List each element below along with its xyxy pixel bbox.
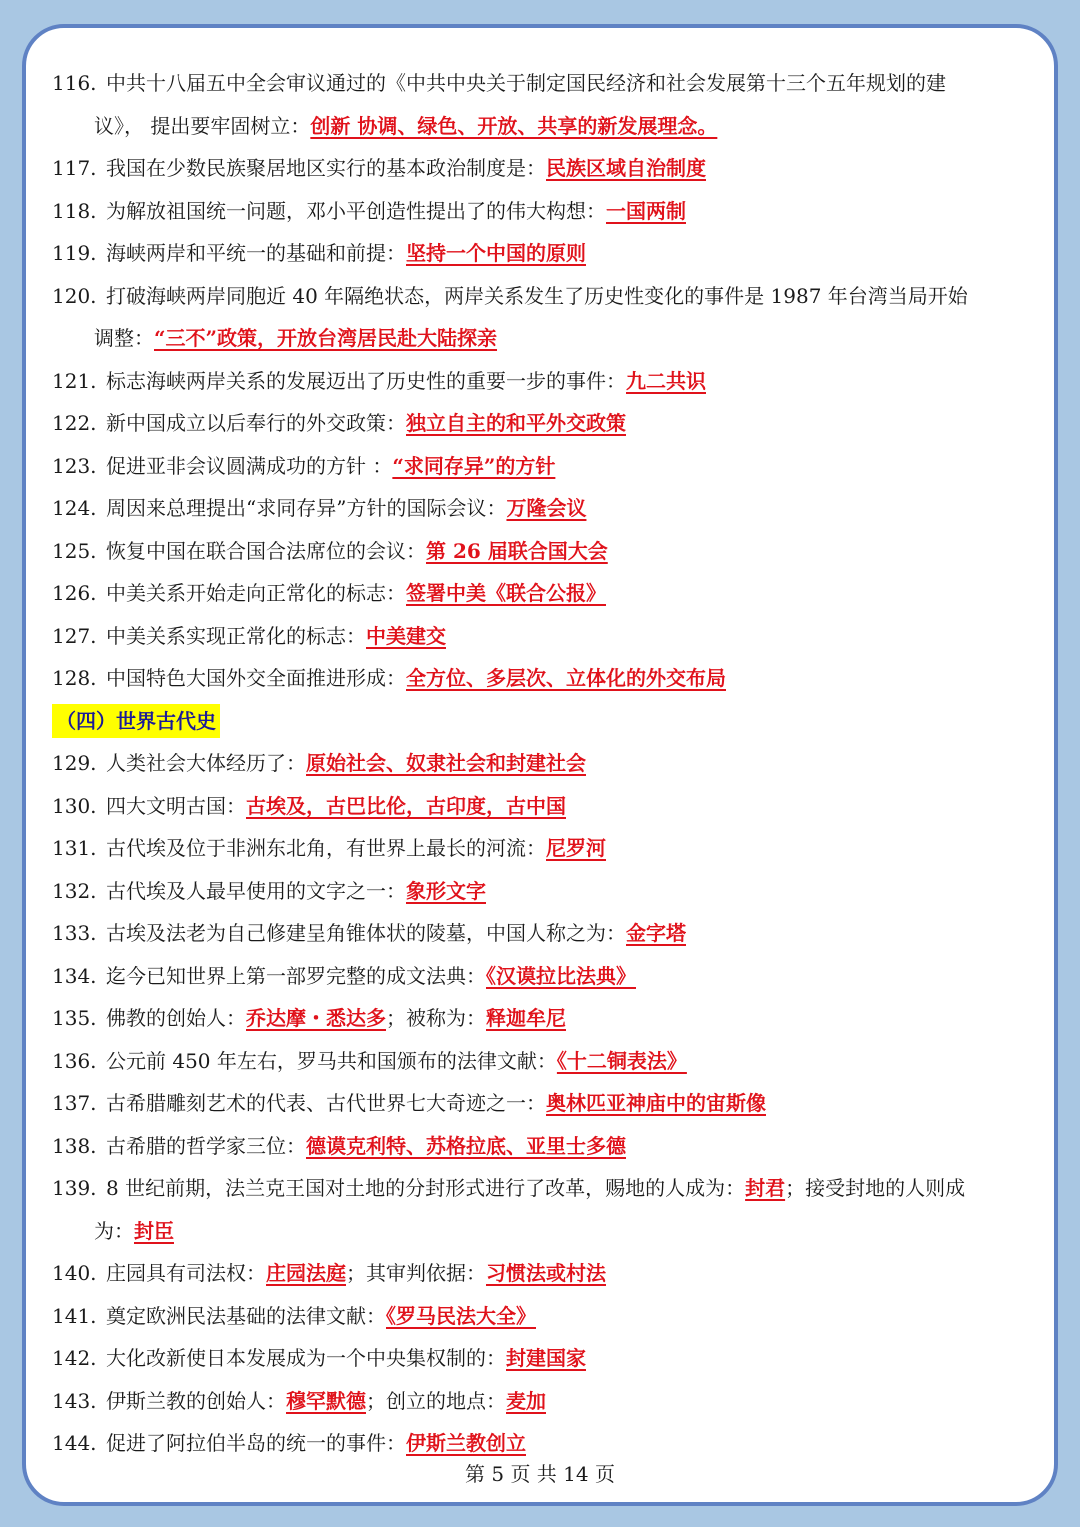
answer-text: “三不”政策，开放台湾居民赴大陆探亲	[154, 326, 498, 350]
answer-text: 伊斯兰教创立	[406, 1431, 526, 1455]
question-text: 古代埃及位于非洲东北角，有世界上最长的河流：	[106, 836, 546, 860]
answer-text: 奥林匹亚神庙中的宙斯像	[546, 1091, 766, 1115]
entry-line	[52, 1040, 1042, 1083]
question-text: 促进亚非会议圆满成功的方针 ：	[106, 453, 393, 478]
question-text: 标志海峡两岸关系的发展迈出了历史性的重要一步的事件：	[106, 368, 626, 393]
entry-number: 117.	[52, 156, 97, 180]
question-text: 我国在少数民族聚居地区实行的基本政治制度是：	[106, 156, 546, 180]
answer-text: 乔达摩・悉达多	[246, 1006, 386, 1030]
answer-text: 中美建交	[366, 623, 446, 648]
question-text: 古希腊雕刻艺术的代表、古代世界七大奇迹之一：	[106, 1091, 546, 1115]
question-text: 新中国成立以后奉行的外交政策：	[106, 411, 406, 435]
question-text: 周因来总理提出“求同存异”方针的国际会议：	[106, 496, 507, 520]
answer-text: 尼罗河	[546, 836, 606, 860]
answer-text: 古埃及，古巴比伦，古印度，古中国	[246, 793, 566, 818]
answer-text: 独立自主的和平外交政策	[406, 411, 626, 435]
entry-line	[52, 1380, 1042, 1423]
answer-text: 封建国家	[506, 1346, 586, 1370]
entry-number: 140.	[52, 1261, 97, 1285]
entry-continuation	[52, 1210, 1042, 1253]
question-text: 奠定欧洲民法基础的法律文献：	[106, 1303, 386, 1328]
entry-number: 121.	[52, 368, 97, 393]
entry-number: 134.	[52, 963, 97, 988]
entry-line	[52, 62, 1042, 105]
entry-number: 128.	[52, 666, 97, 690]
answer-text: 封君	[745, 1176, 786, 1200]
answer-text: 庄园法庭	[266, 1261, 346, 1285]
entry-number: 123.	[52, 453, 97, 478]
entry-number: 119.	[52, 241, 97, 265]
entry-number: 141.	[52, 1303, 97, 1328]
question-text: 庄园具有司法权：	[106, 1261, 266, 1285]
question-text: ；创立的地点：	[366, 1388, 506, 1413]
answer-text: 释迦牟尼	[486, 1006, 566, 1030]
entry-line	[52, 785, 1042, 828]
answer-text: 德谟克利特、苏格拉底、亚里士多德	[306, 1133, 626, 1158]
entry-line	[52, 1337, 1042, 1380]
question-text: 人类社会大体经历了：	[106, 751, 306, 775]
question-text: 中国特色大国外交全面推进形成：	[106, 666, 406, 690]
question-text: 古代埃及人最早使用的文字之一：	[106, 878, 406, 903]
question-text: 调整：	[94, 326, 154, 350]
question-text: 恢复中国在联合国合法席位的会议：	[106, 538, 426, 563]
entry-line	[52, 360, 1042, 403]
question-text: 四大文明古国：	[106, 793, 246, 818]
entry-line	[52, 530, 1042, 573]
entry-number: 129.	[52, 751, 97, 775]
entry-line	[52, 827, 1042, 870]
entry-continuation	[52, 317, 1042, 360]
entry-line	[52, 1082, 1042, 1125]
entry-number: 137.	[52, 1091, 97, 1115]
question-text: 迄今已知世界上第一部罗完整的成文法典：	[106, 963, 486, 988]
answer-text: 民族区域自治制度	[546, 156, 706, 180]
entry-line	[52, 955, 1042, 998]
entry-number: 136.	[52, 1048, 97, 1073]
entry-continuation	[52, 105, 1042, 148]
question-text: 促进了阿拉伯半岛的统一的事件：	[106, 1431, 406, 1455]
answer-text: “求同存异”的方针	[392, 453, 556, 478]
answer-text: 创新 协调、绿色、开放、共享的新发展理念。	[310, 113, 718, 138]
entry-number: 133.	[52, 921, 97, 945]
entry-line	[52, 912, 1042, 955]
entry-number: 124.	[52, 496, 97, 520]
entry-line	[52, 1252, 1042, 1295]
entry-line	[52, 615, 1042, 658]
question-text: 议》， 提出要牢固树立：	[94, 113, 311, 138]
question-text: 海峡两岸和平统一的基础和前提：	[106, 241, 406, 265]
answer-text: 九二共识	[626, 368, 706, 393]
section-heading-line	[52, 700, 1042, 743]
question-text: ；被称为：	[386, 1006, 486, 1030]
entry-number: 125.	[52, 538, 97, 563]
answer-text: 《汉谟拉比法典》	[486, 963, 636, 988]
section-heading: （四）世界古代史	[52, 704, 220, 738]
page-footer: 第 5 页 共 14 页	[465, 1462, 615, 1486]
answer-text: 麦加	[506, 1388, 546, 1413]
answer-text: 习惯法或村法	[486, 1261, 606, 1285]
question-text: 大化改新使日本发展成为一个中央集权制的：	[106, 1346, 506, 1370]
entry-number: 130.	[52, 793, 97, 818]
question-text: 打破海峡两岸同胞近 40 年隔绝状态，两岸关系发生了历史性变化的事件是 1987 年台湾当局开始	[106, 283, 968, 308]
entry-line	[52, 445, 1042, 488]
question-text: 伊斯兰教的创始人：	[106, 1388, 286, 1413]
entry-number: 116.	[52, 71, 97, 95]
answer-text: 《罗马民法大全》	[386, 1303, 536, 1328]
entry-number: 138.	[52, 1133, 97, 1158]
entry-line	[52, 402, 1042, 445]
entry-line	[52, 1125, 1042, 1168]
entry-number: 143.	[52, 1388, 97, 1413]
question-text: 为解放祖国统一问题，邓小平创造性提出了的伟大构想：	[106, 198, 606, 223]
answer-text: 《十二铜表法》	[556, 1048, 687, 1073]
entry-number: 122.	[52, 411, 97, 435]
entry-number: 120.	[52, 283, 97, 308]
answer-text: 金字塔	[626, 921, 686, 945]
entry-line	[52, 657, 1042, 700]
question-text: 公元前 450 年左右，罗马共和国颁布的法律文献：	[106, 1048, 557, 1073]
entry-line	[52, 487, 1042, 530]
question-text: 佛教的创始人：	[106, 1006, 246, 1030]
entry-number: 144.	[52, 1431, 97, 1455]
answer-text: 第 26 届联合国大会	[426, 538, 608, 563]
answer-text: 签署中美《联合公报》	[406, 581, 606, 605]
answer-text: 象形文字	[406, 878, 486, 903]
entry-line	[52, 1295, 1042, 1338]
entry-line	[52, 147, 1042, 190]
question-text: 8 世纪前期，法兰克王国对土地的分封形式进行了改革，赐地的人成为：	[106, 1176, 746, 1200]
question-text: 中共十八届五中全会审议通过的《中共中央关于制定国民经济和社会发展第十三个五年规划的建	[106, 71, 946, 95]
question-text: 为：	[94, 1218, 134, 1243]
entry-line	[52, 997, 1042, 1040]
answer-text: 穆罕默德	[286, 1388, 366, 1413]
content-body	[52, 62, 1042, 1465]
entry-number: 118.	[52, 198, 97, 223]
entry-number: 139.	[52, 1176, 97, 1200]
question-text: 中美关系实现正常化的标志：	[106, 623, 366, 648]
entry-line	[52, 190, 1042, 233]
entry-number: 131.	[52, 836, 97, 860]
question-text: ；其审判依据：	[346, 1261, 486, 1285]
entry-number: 135.	[52, 1006, 97, 1030]
answer-text: 一国两制	[606, 198, 686, 223]
answer-text: 全方位、多层次、立体化的外交布局	[406, 666, 726, 690]
answer-text: 封臣	[134, 1218, 174, 1243]
entry-line	[52, 275, 1042, 318]
document-page	[22, 24, 1058, 1506]
question-text: ；接受封地的人则成	[785, 1176, 966, 1200]
entry-line	[52, 232, 1042, 275]
entry-number: 132.	[52, 878, 97, 903]
entry-line	[52, 870, 1042, 913]
entry-line	[52, 572, 1042, 615]
answer-text: 万隆会议	[506, 496, 587, 520]
entry-number: 142.	[52, 1346, 97, 1370]
entry-line	[52, 742, 1042, 785]
question-text: 古埃及法老为自己修建呈角锥体状的陵墓，中国人称之为：	[106, 921, 626, 945]
entry-line	[52, 1167, 1042, 1210]
entry-number: 127.	[52, 623, 97, 648]
entry-number: 126.	[52, 581, 97, 605]
question-text: 中美关系开始走向正常化的标志：	[106, 581, 406, 605]
question-text: 古希腊的哲学家三位：	[106, 1133, 306, 1158]
answer-text: 原始社会、奴隶社会和封建社会	[306, 751, 586, 775]
answer-text: 坚持一个中国的原则	[406, 241, 586, 265]
